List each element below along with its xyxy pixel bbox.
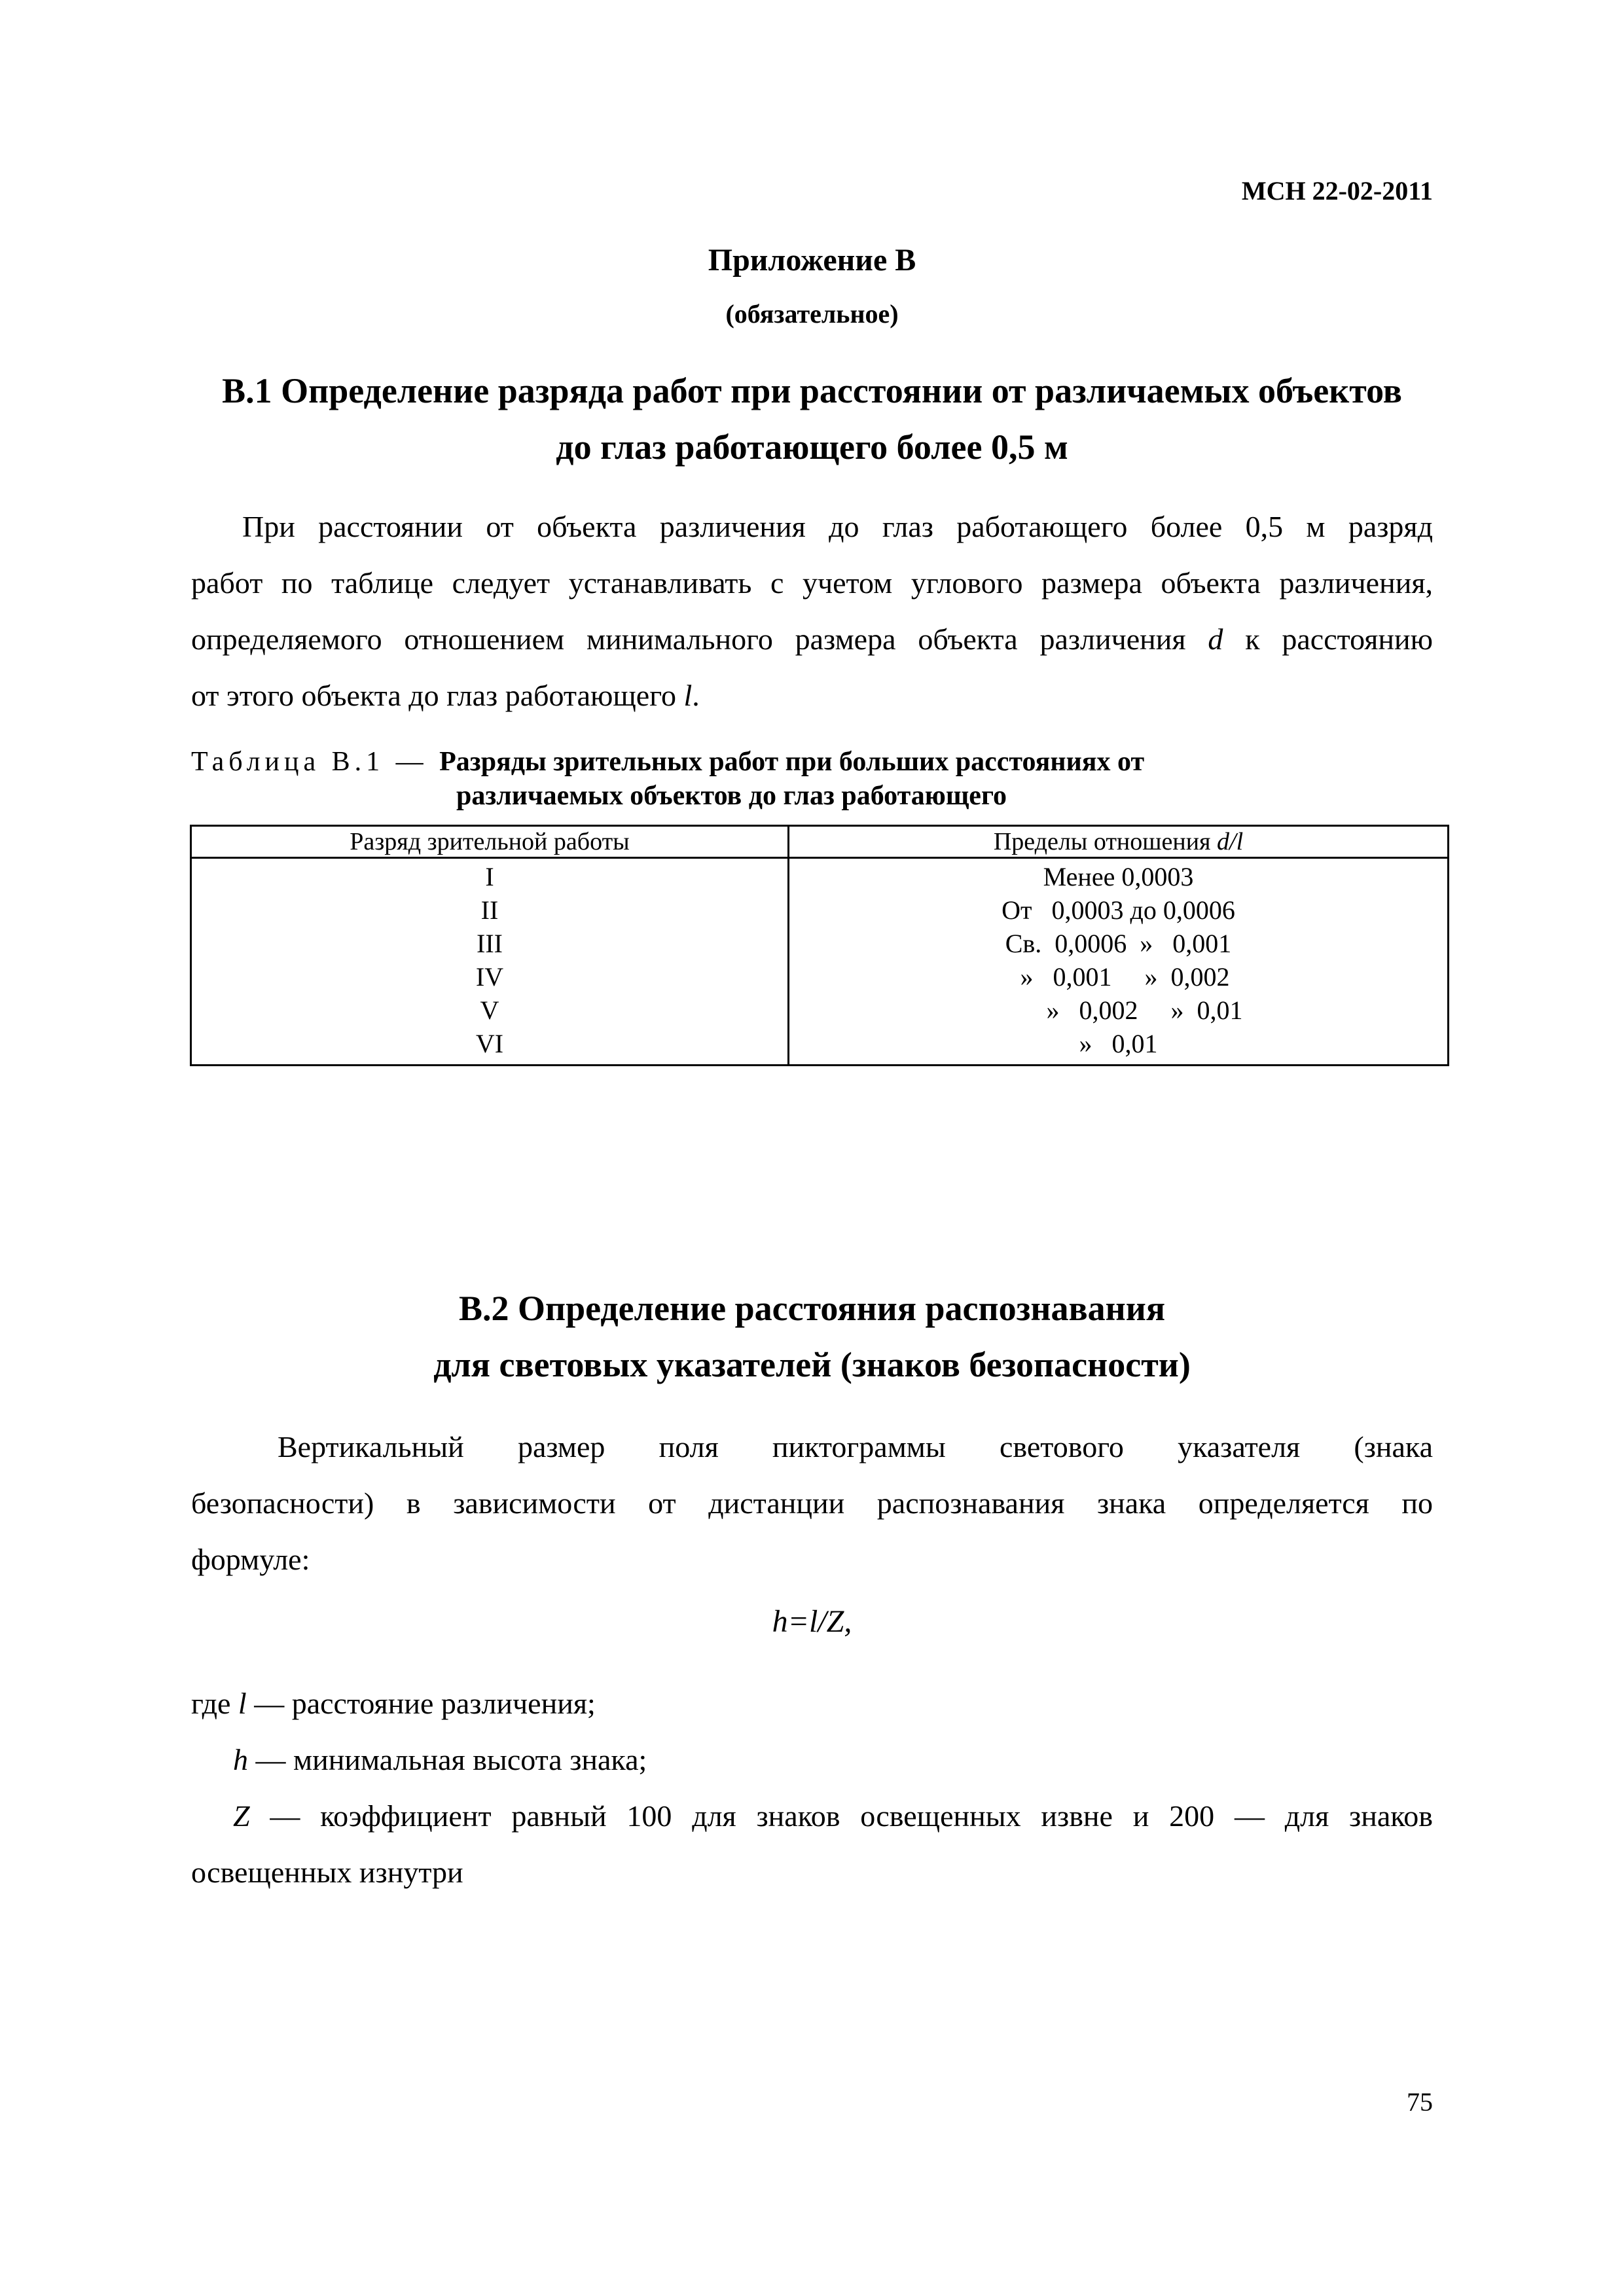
- symbol-l: l: [683, 679, 693, 712]
- rank-cell: III: [477, 929, 503, 958]
- paragraph-text: определяемого отношением минимального размера объекта различения: [191, 622, 1208, 656]
- paragraph-line: работ по таблице следует устанавливать с учетом углового размера объекта различения,: [191, 566, 1433, 600]
- limit-cell: » 0,002 » 0,01: [994, 996, 1243, 1025]
- table-caption: [191, 745, 1448, 811]
- definition-prefix: где: [191, 1687, 238, 1720]
- limit-cell: » 0,01: [1079, 1029, 1158, 1058]
- definition-h: [233, 1732, 1475, 1788]
- table-header-symbol: d/l: [1217, 828, 1244, 855]
- definition-line: [233, 1788, 1433, 1844]
- section-1-heading: [0, 363, 1624, 475]
- section-2-heading: [0, 1280, 1624, 1393]
- definition-continuation: освещенных изнутри: [191, 1856, 463, 1889]
- paragraph-text: .: [692, 679, 700, 712]
- paragraph-line: При расстоянии от объекта различения до глаз работающего более 0,5 м разряд: [242, 510, 1433, 543]
- symbol-d: d: [1208, 622, 1223, 656]
- paragraph-text: от этого объекта до глаз работающего: [191, 679, 684, 712]
- rank-cell: I: [485, 862, 494, 891]
- symbol-h: h: [233, 1743, 248, 1776]
- limit-cell: От 0,0003 до 0,0006: [1001, 895, 1235, 925]
- limit-cell: » 0,001 » 0,002: [1007, 962, 1230, 992]
- table-header-limits-text: Пределы отношения: [993, 828, 1218, 855]
- table-header-rank: Разряд зрительной работы: [191, 826, 789, 858]
- paragraph-line: формуле:: [191, 1543, 310, 1576]
- formula: h=l/Z,: [772, 1604, 852, 1639]
- appendix-status: (обязательное): [725, 299, 899, 329]
- limit-cell: Св. 0,0006 » 0,001: [1005, 929, 1232, 958]
- paragraph-line: Вертикальный размер поля пиктограммы светового указателя (знака: [278, 1430, 1433, 1463]
- document-code: МСН 22-02-2011: [1241, 176, 1433, 206]
- page-number: 75: [1407, 2087, 1433, 2117]
- paragraph-text: к расстоянию: [1223, 622, 1433, 656]
- table-caption-title-line-2: различаемых объектов до глаз работающего: [456, 781, 1007, 811]
- rank-cell: IV: [475, 962, 504, 992]
- limits-column: [789, 858, 1449, 1066]
- section-1-heading-line-2: до глаз работающего более 0,5 м: [556, 427, 1068, 467]
- definition-z: [191, 1788, 1433, 1901]
- symbol-l: l: [238, 1687, 247, 1720]
- section-1-paragraph: [191, 499, 1433, 724]
- section-1-heading-line-1: В.1 Определение разряда работ при расстоянии от различаемых объектов: [222, 371, 1402, 410]
- table-header-row: [191, 826, 1449, 858]
- rank-cell: II: [480, 895, 499, 925]
- symbol-z: Z: [233, 1799, 250, 1833]
- rank-cell: VI: [475, 1029, 504, 1058]
- definition-l: [191, 1676, 1433, 1732]
- visual-work-ranks-table: [190, 825, 1449, 1066]
- paragraph-line: [191, 611, 1433, 668]
- paragraph-line: безопасности) в зависимости от дистанции распознавания знака определяется по: [191, 1486, 1433, 1520]
- section-2-paragraph: [191, 1419, 1433, 1588]
- table-caption-title-line-1: Разряды зрительных работ при больших расстояниях от: [439, 747, 1145, 777]
- table-row: [191, 858, 1449, 1066]
- rank-column: [191, 858, 789, 1066]
- paragraph-line: [191, 668, 1433, 724]
- limit-cell: Менее 0,0003: [1043, 862, 1194, 891]
- definition-text: — коэффициент равный 100 для знаков освещенных извне и 200 — для знаков: [249, 1799, 1433, 1833]
- definition-text: — расстояние различения;: [246, 1687, 596, 1720]
- rank-cell: V: [480, 996, 499, 1025]
- section-2-heading-line-2: для световых указателей (знаков безопасности): [433, 1345, 1191, 1384]
- table-caption-label: Таблица В.1 —: [191, 747, 440, 777]
- table-header-limits: [789, 826, 1449, 858]
- section-2-heading-line-1: В.2 Определение расстояния распознавания: [458, 1289, 1166, 1328]
- definition-text: — минимальная высота знака;: [248, 1743, 647, 1776]
- appendix-title: Приложение В: [708, 243, 916, 278]
